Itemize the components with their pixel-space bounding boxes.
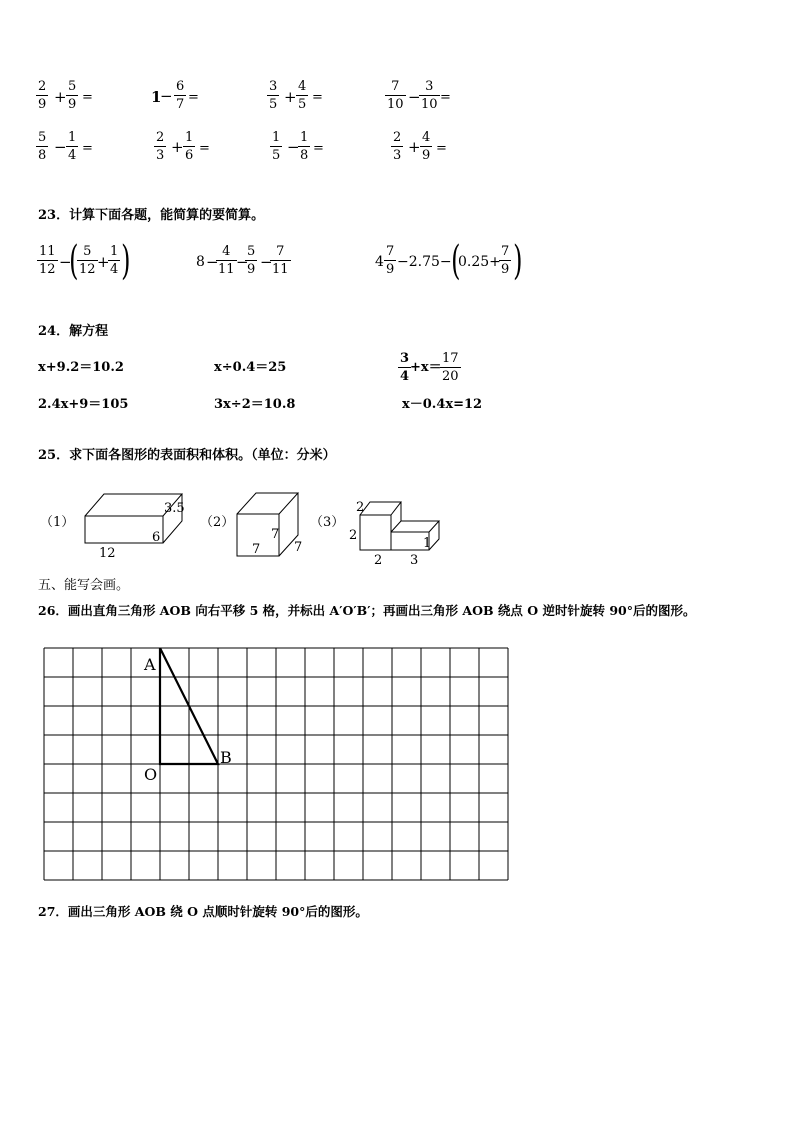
numerator: 5 <box>247 244 256 259</box>
denominator: 5 <box>272 148 281 163</box>
denominator: 12 <box>79 262 96 277</box>
fraction <box>270 131 282 162</box>
numerator: 4 <box>422 130 431 145</box>
equals-sign: = <box>440 90 451 105</box>
operator: − <box>59 253 72 271</box>
equals-sign: = <box>312 90 323 105</box>
cuboid-length-label: 12 <box>99 546 116 561</box>
numerator: 7 <box>501 244 510 259</box>
numerator: 6 <box>176 79 185 94</box>
fraction <box>245 245 257 276</box>
numerator: 2 <box>38 79 47 94</box>
equals-sign: = <box>188 90 199 105</box>
equals-sign: = <box>82 141 93 156</box>
figure-label-2: （2） <box>200 515 235 530</box>
fraction <box>183 131 195 162</box>
composite-height-label-left: 2 <box>349 528 358 543</box>
numerator: 2 <box>156 130 165 145</box>
cube-edge-label-inner: 7 <box>271 527 280 542</box>
denominator: 12 <box>39 262 56 277</box>
numerator: 7 <box>270 245 291 261</box>
operator: − <box>54 138 67 156</box>
fraction <box>37 245 58 276</box>
figure-label-3: （3） <box>310 515 345 530</box>
point-b-label: B <box>220 748 232 767</box>
numerator: 4 <box>298 79 307 94</box>
denominator: 7 <box>176 97 185 112</box>
equation-text: +x＝ <box>410 360 442 375</box>
operator: − <box>287 138 300 156</box>
numerator: 17 <box>442 351 459 366</box>
cuboid-width-label: 6 <box>152 530 161 545</box>
operator: + <box>408 138 421 156</box>
section-heading: 五、能写会画。 <box>38 578 130 593</box>
q24-title: 24．解方程 <box>38 324 109 339</box>
numerator: 3 <box>400 351 410 366</box>
operator: − <box>408 88 421 106</box>
operator: + <box>284 88 297 106</box>
whole-number: 4 <box>375 254 384 270</box>
fraction <box>385 80 406 111</box>
denominator: 3 <box>156 148 165 163</box>
numerator: 1 <box>110 244 119 259</box>
fraction <box>66 80 78 111</box>
numerator: 4 <box>216 245 237 261</box>
denominator: 11 <box>272 262 289 277</box>
numerator: 11 <box>39 244 56 259</box>
fraction <box>384 245 396 276</box>
fraction <box>419 80 440 111</box>
fraction <box>36 80 48 111</box>
denominator: 9 <box>386 262 395 277</box>
fraction <box>499 245 511 276</box>
point-o-label: O <box>144 765 158 784</box>
numerator: 1 <box>300 130 309 145</box>
fraction <box>36 131 48 162</box>
numerator: 7 <box>385 80 406 96</box>
cube-edge-label-front: 7 <box>252 542 261 557</box>
cube-figure <box>237 493 298 556</box>
denominator: 4 <box>400 369 410 384</box>
denominator: 4 <box>110 262 119 277</box>
expression-text: −2.75− <box>397 254 452 270</box>
denominator: 8 <box>300 148 309 163</box>
equation-1: x+9.2＝10.2 <box>38 360 124 375</box>
fraction <box>270 245 291 276</box>
fraction <box>216 245 237 276</box>
denominator: 11 <box>218 262 235 277</box>
equation-4: 2.4x+9＝105 <box>38 397 129 412</box>
grid-lines <box>44 648 508 880</box>
drawing-grid[interactable] <box>40 642 514 886</box>
denominator: 3 <box>393 148 402 163</box>
equation-5: 3x÷2＝10.8 <box>214 397 296 412</box>
fraction <box>391 131 403 162</box>
equals-sign: = <box>199 141 210 156</box>
operator: + <box>171 138 184 156</box>
numerator: 5 <box>68 79 77 94</box>
q23-title: 23．计算下面各题，能简算的要简算。 <box>38 208 265 223</box>
denominator: 10 <box>421 97 438 112</box>
q25-figures <box>0 480 794 570</box>
right-parenthesis: ) <box>513 238 523 284</box>
denominator: 5 <box>298 97 307 112</box>
operator: − <box>206 253 219 271</box>
operator: + <box>97 253 110 271</box>
numerator: 1 <box>68 130 77 145</box>
operator: − <box>236 253 249 271</box>
denominator: 4 <box>68 148 77 163</box>
denominator: 10 <box>387 97 404 112</box>
numerator: 2 <box>393 130 402 145</box>
numerator: 3 <box>419 80 440 96</box>
equals-sign: = <box>436 141 447 156</box>
right-parenthesis: ) <box>121 238 131 284</box>
equals-sign: = <box>313 141 324 156</box>
equation-6: x－0.4x=12 <box>402 397 483 412</box>
numerator: 7 <box>386 244 395 259</box>
operator: + <box>54 88 67 106</box>
operator: − <box>260 253 273 271</box>
composite-height-label-top: 2 <box>356 500 365 515</box>
numerator: 1 <box>272 130 281 145</box>
whole-number: 1 <box>151 88 162 106</box>
cube-edge-label-side: 7 <box>294 540 303 555</box>
denominator: 9 <box>68 97 77 112</box>
numerator: 5 <box>38 130 47 145</box>
whole-number: 8 <box>196 254 205 270</box>
denominator: 9 <box>422 148 431 163</box>
denominator: 9 <box>501 262 510 277</box>
composite-height-label-right: 1 <box>423 536 432 551</box>
composite-width-label-1: 2 <box>374 553 383 568</box>
fraction <box>174 80 186 111</box>
composite-width-label-2: 3 <box>410 553 419 568</box>
cuboid-height-label: 3.5 <box>164 501 185 516</box>
fraction <box>66 131 78 162</box>
operator: − <box>160 87 173 105</box>
fraction <box>267 80 279 111</box>
denominator: 5 <box>269 97 278 112</box>
q27-title: 27．画出三角形 AOB 绕 O 点顺时针旋转 90°后的图形。 <box>38 904 368 919</box>
numerator: 1 <box>185 130 194 145</box>
denominator: 20 <box>442 369 459 384</box>
numerator: 5 <box>77 245 98 261</box>
fraction <box>420 131 432 162</box>
left-parenthesis: ( <box>69 238 79 284</box>
left-parenthesis: ( <box>451 238 461 284</box>
fraction <box>108 245 120 276</box>
denominator: 6 <box>185 148 194 163</box>
figure-label-1: （1） <box>40 515 75 530</box>
fraction <box>77 245 98 276</box>
fraction <box>440 352 461 383</box>
equals-sign: = <box>82 90 93 105</box>
denominator: 8 <box>38 148 47 163</box>
expression-text: 0.25+ <box>458 254 501 270</box>
fraction <box>296 80 308 111</box>
equation-2: x÷0.4＝25 <box>214 360 287 375</box>
fraction <box>298 131 310 162</box>
numerator: 3 <box>269 79 278 94</box>
q26-title: 26．画出直角三角形 AOB 向右平移 5 格，并标出 A′O′B′；再画出三角形 AOB 绕点 O 逆时针旋转 90°后的图形。 <box>38 603 696 618</box>
denominator: 9 <box>247 262 256 277</box>
q25-title: 25．求下面各图形的表面积和体积。（单位：分米） <box>38 448 336 463</box>
denominator: 9 <box>38 97 47 112</box>
fraction <box>154 131 166 162</box>
point-a-label: A <box>144 655 156 674</box>
